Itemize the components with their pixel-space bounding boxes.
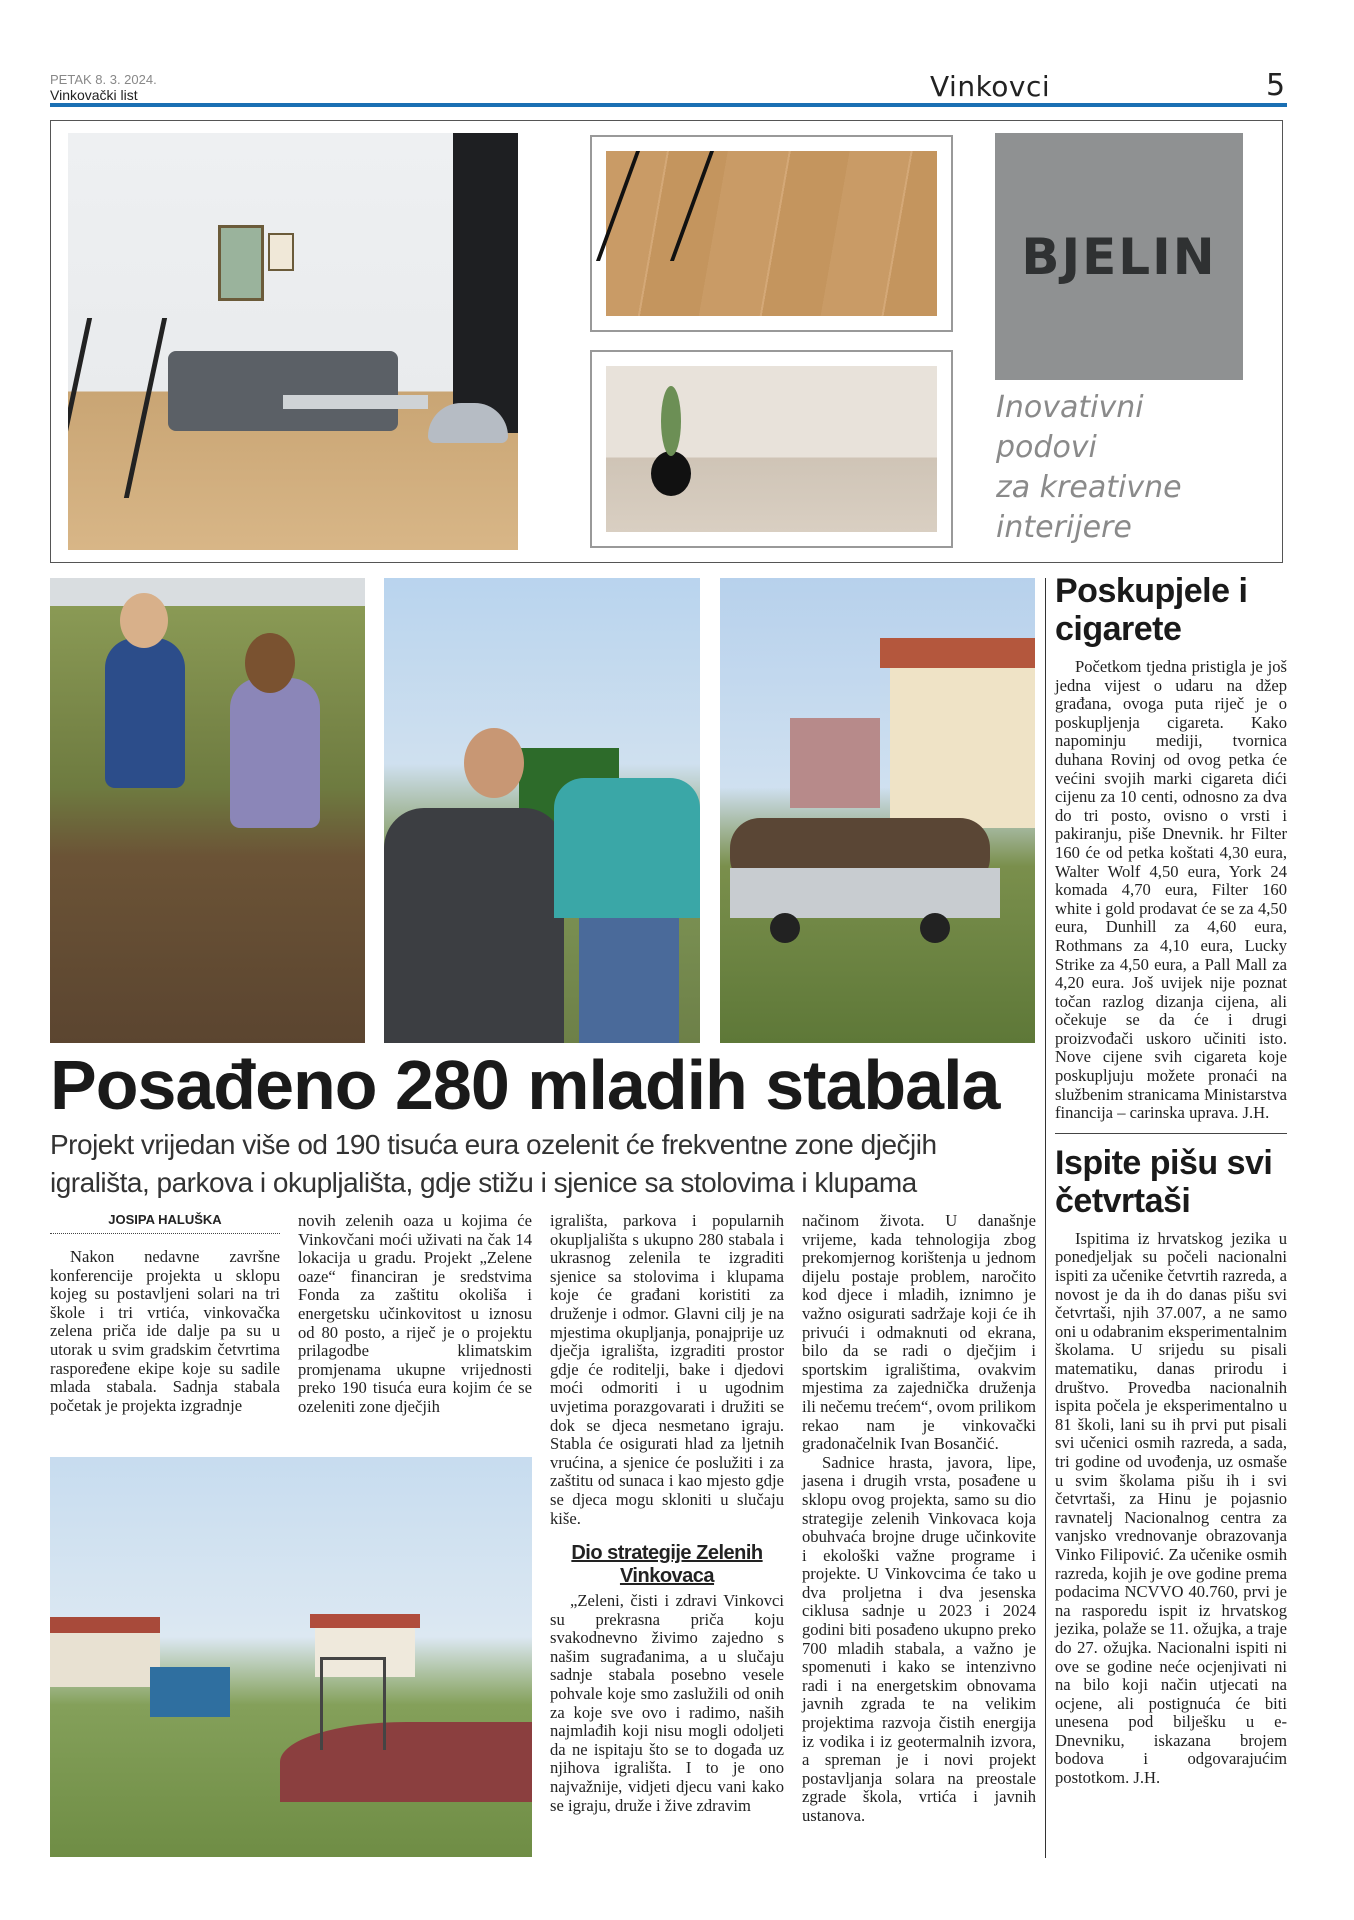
tagline-line: interijere [996,510,1132,545]
sidebar [1055,572,1287,1788]
paragraph: načinom života. U današnje vrijeme, kada tehnologija zbog prekomjernog korištenja u jednom dijelu postaje problem, naročito kod djece i mladih, iznimno je važno osigurati sadržaje koji će ih privući i odmaknuti od ekrana, bilo da se radi o dječjim i sportskim igralištima, ovakvim mjestima za zajednička druženja ili nečemu trećem“, ovom prilikom rekao nam je vinkovački gradonačelnik Ivan Bosančić. [802,1211,1036,1454]
ad-floor-photo-2 [590,350,953,548]
tagline-line: za kreativne [996,470,1182,505]
header-rule [50,103,1287,107]
story-title: Poskupjele i cigarete [1055,572,1248,648]
byline: JOSIPA HALUŠKA [50,1212,280,1234]
photo-playground [50,1457,532,1857]
article-column-3 [550,1212,784,1815]
paragraph: novih zelenih oaza u kojima će Vinkovčani moći uživati na čak 14 lokacija u gradu. Projekt „Zelene oaze“ financiran je sredstvima Fonda za zaštitu okoliša i energetsku učinkovitost u iznosu od 80 posto, a riječ je o projektu prilagodbe klimatskim promjenama ukupne vrijednosti preko 190 tisuća eura kojim će se ozeleniti zone dječjih [298,1211,532,1416]
tagline-line: podovi [996,430,1097,465]
article-headline: Posađeno 280 mladih stabala [50,1046,1000,1124]
bjelin-logo [995,133,1243,380]
ad-living-room-photo [68,133,518,550]
photo-trailer-seedlings [720,578,1035,1043]
sidebar-story-cigarettes [1055,572,1287,1123]
article-body [50,1212,1040,1862]
article-column-2 [298,1212,532,1417]
page-number: 5 [1266,68,1286,103]
story-title: Ispite pišu svi četvrtaši [1055,1143,1273,1220]
section-title: Vinkovci [930,70,1051,103]
newspaper-name: Vinkovački list [50,87,138,103]
paragraph: „Zeleni, čisti i zdravi Vinkovci su prekrasna priča koju svakodnevno živimo zajedno s našim sugrađanima, a u slučaju sadnje stabala posebno vesele pohvale koje smo zaslužili od onih za koje sve ovo i radimo, naših najmlađih koji nisu mogli odoljeti da ne ispitaju što se to događa uz njihova igrališta. I to je ono najvažnije, vidjeti djecu vani kako se igraju, druže i žive zdravim [550,1591,784,1815]
photo-workers-tree [384,578,700,1043]
photo-children-planting [50,578,365,1043]
ad-floor-photo-1 [590,135,953,332]
paragraph: igrališta, parkova i popularnih okupljališta s ukupno 280 stabala i ukrasnog zelenila te izgraditi sjenice sa stolovima i klupama koje će građani koristiti za druženje i odmor. Glavni cilj je na mjestima okupljanja, ponajprije uz dječja igrališta, izgraditi prostor gdje će roditelji, bake i djedovi moći odmoriti i u ugodnim uvjetima porazgovarati i družiti se dok se djeca nesmetano igraju. Stabla će osigurati hlad za ljetnih vrućina, a sjenice će poslužiti i za zaštitu od sunaca i kao mjesto gdje se djeca mogu skloniti u slučaju kiše. [550,1211,784,1528]
sidebar-story-exams [1055,1133,1287,1788]
paragraph: Nakon nedavne završne konferencije projekta u sklopu kojeg su postavljeni solari na tri škole i tri vrtića, vinkovačka zelena priča ide dalje pa su u utorak u svim gradskim četvrtima raspoređene ekipe koje su sadile mlada stabala. Sadnja stabala početak je projekta izgradnje [50,1247,280,1415]
logo-text: BJELIN [1021,227,1217,286]
paragraph: Sadnice hrasta, javora, lipe, jasena i drugih vrsta, posađene u sklopu ovog projekta, samo su dio strategije zelenih Vinkovaca koja obuhvaća brojne druge učinkovite i ekološki važne programe i projekte. U Vinkovcima će tako u dva proljetna i dva jesenska ciklusa sadnje u 2023 i 2024 godini biti posađeno ukupno preko 700 mladih stabala, a važno je spomenuti i kako se intenzivno radi i na energetskim obnovama javnih zgrada te na velikim projektima razvoja čistih energija iz vodika i iz geotermalnih izvora, a spreman je i novi projekt postavljanja solara na preostale zgrade škola, vrtića i javnih ustanova. [802,1452,1036,1825]
tagline-line: Inovativni [996,390,1144,425]
main-article [50,1046,1040,1862]
article-subheadline: Projekt vrijedan više od 190 tisuća eura ozelenit će frekventne zone dječjih igrališta, parkova i okupljališta, gdje stižu i sjenice sa stolovima i klupama [50,1129,937,1198]
column-divider [1045,578,1046,1858]
issue-date: PETAK 8. 3. 2024. [50,72,157,87]
story-body: Ispitima iz hrvatskog jezika u ponedjeljak su počeli nacionalni ispiti za učenike četvrtih razreda, a novost je da ih do danas pišu svi četvrtaši, njih 37.007, a ne samo oni u odabranim eksperimentalnim školama. U srijedu su pisali matematiku, danas prirodu i društvo. Provedba nacionalnih ispita počela je eksperimentalno u 81 školi, lani su ih prvi put pisali svi učenici osmih razreda, a sada, tri godine od uvođenja, uz osmaše u svim školama pišu ih i svi četvrtaši, za Hinu je pojasnio ravnatelj Nacionalnog centra za vanjsko vrednovanje obrazovanja Vinko Filipović. Za učenike osmih razreda, kojih je ove godine prema podacima NCVVO 40.760, prvi je na rasporedu ispit iz hrvatskog jezika, polaže se 11. ožujka, a traje do 27. ožujka. Nacionalni ispiti ni ove se godine neće ocjenjivati ni na bilo koji način utjecati na ocjene, ali postignuća će biti unesena pod bilješku u e-Dnevniku, iskazana brojem bodova i odgovarajućim postotkom. J.H. [1055,1228,1287,1788]
article-column-1 [50,1212,280,1415]
ad-tagline [996,388,1182,548]
story-body: Početkom tjedna pristigla je još jedna vijest o udaru na džep građana, ovoga puta riječ je o poskupljenja cigareta. Kako napominju mediji, tvornica duhana Rovinj od ovog petka će većini svojih marki cigareta dići cijenu za 10 centi, odnosno za dva do tri posto, ovisno o vrsti i pakiranju, piše Dnevnik. hr Filter 160 će od petka koštati 4,30 eura, Walter Wolf 4,50 eura, York 24 komada 4,70 eura, Filter 160 white i gold prodavat će se za 4,50 eura, Dunhill za 4,60 eura, Rothmans za 4,10 eura, Lucky Strike za 4,50 eura, a Pall Mall za 4,20 eura. Još uvijek nije poznat točan razlog dizanja cijena, ali očekuje se da će i drugi proizvođači uskoro učiniti isto. Nove cijene svih cigareta koje poskupljuju možete pronaći na službenim stranicama Ministarstva financija – carinska uprava. J.H. [1055,657,1287,1123]
article-column-4 [802,1212,1036,1826]
intertitle: Dio strategije Zelenih Vinkovaca [571,1542,763,1588]
